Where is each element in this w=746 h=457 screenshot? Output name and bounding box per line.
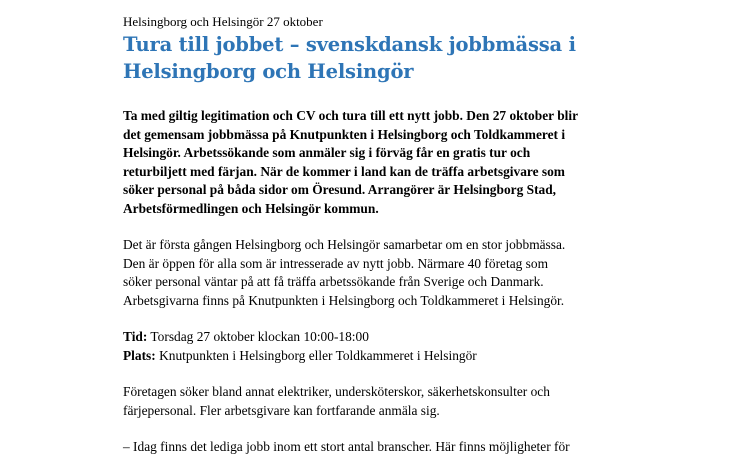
body-line: söker personal väntar på att få träffa arbetssökande från Sverige och Danmark. xyxy=(123,274,544,289)
time-value: Torsdag 27 oktober klockan 10:00-18:00 xyxy=(147,329,369,344)
lead-line: Arbetsförmedlingen och Helsingör kommun. xyxy=(123,200,379,216)
press-release xyxy=(123,14,723,457)
lead-line: Helsingör. Arbetssökande som anmäler sig i förväg får en gratis tur och xyxy=(123,145,531,160)
headline-line: Helsingborg och Helsingör xyxy=(123,60,414,83)
body-paragraph xyxy=(123,383,623,420)
lead-line: Ta med giltig legitimation och CV och tura till ett nytt jobb. Den 27 oktober blir xyxy=(123,108,579,123)
lead-line: det gemensam jobbmässa på Knutpunkten i Helsingborg och Toldkammeret i xyxy=(123,126,566,142)
lead-paragraph xyxy=(123,107,623,218)
body-paragraph xyxy=(123,438,623,457)
place-value: Knutpunkten i Helsingborg eller Toldkammeret i Helsingör xyxy=(155,347,477,363)
headline xyxy=(123,31,723,85)
body-line: färjepersonal. Fler arbetsgivare kan fortfarande anmäla sig. xyxy=(123,402,440,418)
headline-line: Tura till jobbet – svenskdansk jobbmässa i xyxy=(123,33,576,56)
body-line: Företagen söker bland annat elektriker, undersköterskor, säkerhetskonsulter och xyxy=(123,384,550,399)
lead-line: söker personal på båda sidor om Öresund. Arrangörer är Helsingborg Stad, xyxy=(123,182,557,197)
place-label: Plats: xyxy=(123,347,156,363)
body-line: – Idag finns det lediga jobb inom ett stort antal branscher. Här finns möjligheter för xyxy=(123,439,570,454)
event-time xyxy=(123,328,723,347)
body-paragraph xyxy=(123,236,623,310)
dateline: Helsingborg och Helsingör 27 oktober xyxy=(123,14,323,29)
event-place xyxy=(123,347,723,366)
lead-line: returbiljett med färjan. När de kommer i land kan de träffa arbetsgivare som xyxy=(123,163,565,179)
body-line: Den är öppen för alla som är intresserade av nytt jobb. Närmare 40 företag som xyxy=(123,255,549,271)
body-line: Det är första gången Helsingborg och Helsingör samarbetar om en stor jobbmässa. xyxy=(123,237,566,252)
time-label: Tid: xyxy=(123,329,148,344)
event-info xyxy=(123,328,723,365)
body-line: Arbetsgivarna finns på Knutpunkten i Helsingborg och Toldkammeret i Helsingör. xyxy=(123,292,565,308)
